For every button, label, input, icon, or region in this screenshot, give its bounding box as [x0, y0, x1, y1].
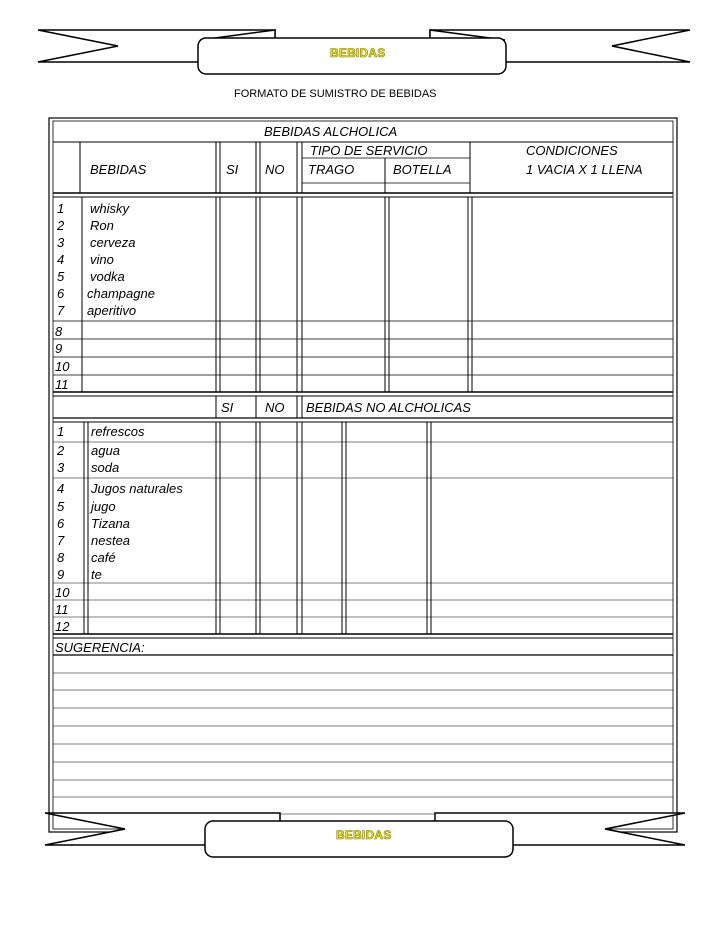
- alc-row-number: 10: [55, 359, 70, 374]
- col-header-si: SI: [226, 162, 239, 177]
- nonalc-row-name: nestea: [91, 533, 131, 548]
- nonalc-row-number: 8: [57, 550, 65, 565]
- alc-row-name: vodka: [90, 269, 125, 284]
- nonalc-row-name: te: [91, 567, 102, 582]
- top-banner-label: BEBIDAS: [330, 46, 386, 60]
- nonalc-row-number: 10: [55, 585, 70, 600]
- alc-row-name: vino: [90, 252, 114, 267]
- nonalc-row-number: 9: [57, 567, 65, 582]
- nonalc-row-number: 1: [57, 424, 65, 439]
- alc-row-number: 9: [55, 341, 63, 356]
- nonalc-row-number: 4: [57, 481, 65, 496]
- nonalc-row-number: 7: [57, 533, 65, 548]
- nonalc-row-number: 6: [57, 516, 65, 531]
- nonalc-row-name: café: [91, 550, 116, 565]
- alc-row-name: whisky: [90, 201, 130, 216]
- nonalc-row-number: 12: [55, 619, 70, 634]
- nonalc-row-name: Jugos naturales: [91, 481, 183, 496]
- col-header-bebidas: BEBIDAS: [90, 162, 147, 177]
- col-header-botella: BOTELLA: [393, 162, 452, 177]
- nonalc-row-name: Tizana: [91, 516, 130, 531]
- col-header-no: NO: [265, 162, 285, 177]
- nonalc-row-name: refrescos: [91, 424, 145, 439]
- alc-row-number: 8: [55, 324, 63, 339]
- alc-row-number: 2: [57, 218, 65, 233]
- alc-row-number: 3: [57, 235, 65, 250]
- nonalc-row-name: jugo: [91, 499, 116, 514]
- nonalc-row-name: soda: [91, 460, 120, 475]
- alc-row-name: cerveza: [90, 235, 136, 250]
- alcoholic-title: BEBIDAS ALCHOLICA: [264, 124, 398, 139]
- bottom-banner-label: BEBIDAS: [336, 828, 392, 842]
- nonalc-title: BEBIDAS NO ALCHOLICAS: [306, 400, 471, 415]
- nonalc-row-number: 11: [55, 602, 69, 617]
- nonalc-row-number: 2: [57, 443, 65, 458]
- col-header-trago: TRAGO: [308, 162, 355, 177]
- alc-row-number: 7: [57, 303, 65, 318]
- alc-row-number: 4: [57, 252, 65, 267]
- col-header-condiciones: CONDICIONES: [526, 143, 618, 158]
- alc-row-number: 6: [57, 286, 65, 301]
- nonalc-col-header-no: NO: [265, 400, 285, 415]
- alc-row-number: 11: [55, 377, 69, 392]
- nonalc-row-name: agua: [91, 443, 120, 458]
- suggestion-label: SUGERENCIA:: [55, 640, 145, 655]
- alc-row-name: aperitivo: [87, 303, 137, 318]
- alc-row-name: Ron: [90, 218, 114, 233]
- nonalc-col-header-si: SI: [221, 400, 234, 415]
- nonalc-row-number: 3: [57, 460, 65, 475]
- alc-row-number: 5: [57, 269, 65, 284]
- form-subtitle: FORMATO DE SUMISTRO DE BEBIDAS: [234, 88, 437, 100]
- alc-row-name: champagne: [87, 286, 155, 301]
- col-header-tipo-servicio: TIPO DE SERVICIO: [310, 143, 428, 158]
- alc-row-number: 1: [57, 201, 65, 216]
- col-header-condiciones-detail: 1 VACIA X 1 LLENA: [526, 162, 643, 177]
- nonalc-row-number: 5: [57, 499, 65, 514]
